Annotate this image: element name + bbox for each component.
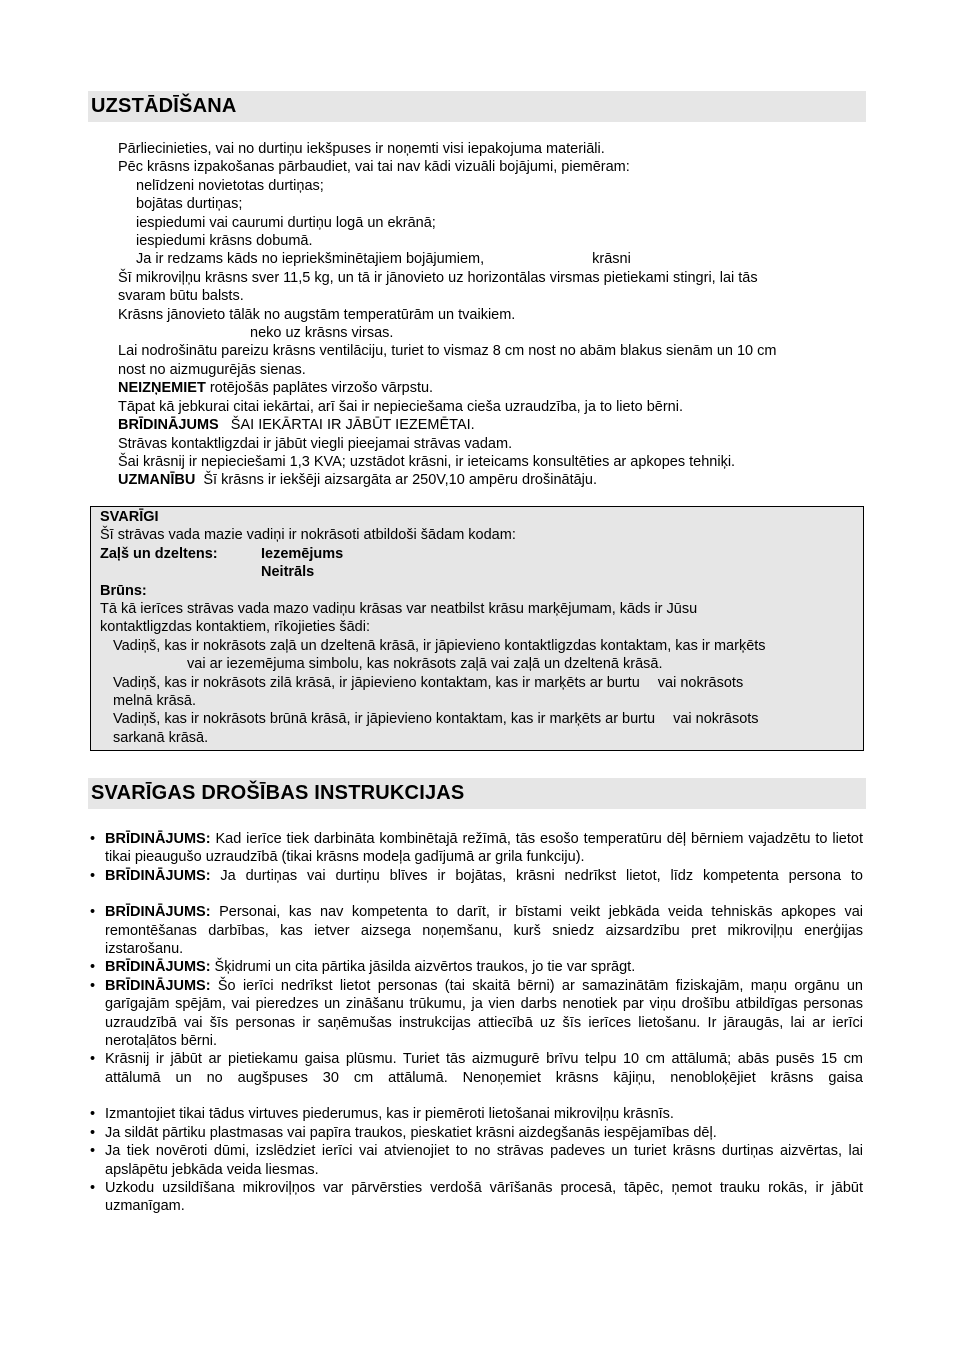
install-line-part: krāsni	[592, 251, 631, 268]
install-line-part: ŠAI IEKĀRTAI IR JĀBŪT IEZEMĒTAI.	[218, 417, 475, 434]
install-line	[118, 379, 858, 397]
install-line	[118, 250, 858, 268]
box-line	[100, 545, 854, 563]
box-line-part: Vadiņš, kas ir nokrāsots zilā krāsā, ir jāpievieno kontaktam, kas ir marķēts ar burtu	[113, 674, 640, 691]
install-line: bojātas durtiņas;	[136, 196, 243, 213]
list-item-text: Personai, kas nav kompetenta to darīt, ir bīstami veikt jebkāda veida tehniskās apkopes vai remontēšanas darbības, kas ietver aizsega noņemšanu, kurš sniedz aizsardzību pret mikroviļņu enerģijas izstarošanu.	[105, 904, 863, 958]
install-line: iespiedumi vai caurumi durtiņu logā un ekrānā;	[136, 214, 436, 231]
install-line: iespiedumi krāsns dobumā.	[136, 233, 313, 250]
install-line: Tāpat kā jebkurai citai iekārtai, arī šai ir nepieciešama cieša uzraudzība, ja to lieto bērni.	[118, 398, 683, 415]
list-item	[90, 977, 863, 1051]
important-box	[90, 506, 864, 751]
list-item-text: Šķidrumi un cita pārtika jāsilda aizvērtos traukos, jo tie var sprāgt.	[210, 959, 636, 976]
box-title: SVARĪGI	[100, 509, 159, 525]
warning-label: BRĪDINĀJUMS:	[105, 904, 211, 921]
warning-label: BRĪDINĀJUMS	[118, 417, 219, 434]
warning-label: BRĪDINĀJUMS:	[105, 831, 211, 847]
install-line-part: Ja ir redzams kāds no iepriekšminētajiem bojājumiem,	[136, 251, 485, 268]
list-item	[90, 903, 863, 958]
list-item-text: Kad ierīce tiek darbināta kombinētajā režīmā, tās esošo temperatūru dēļ bērniem vajadzētu to lietot tikai pieaugušo uzraudzībā (tikai krāsns modeļa gadījumā ar grila funkciju).	[105, 831, 863, 866]
install-line: nelīdzeni novietotas durtiņas;	[136, 177, 324, 194]
list-item: • Ja tiek novēroti dūmi, izslēdziet ierīci vai atvienojiet to no strāvas padeves un turiet krāsns durtiņas aizvērtas, lai apslāpētu jebkāda veida liesmas.	[90, 1142, 863, 1179]
list-item: • Ja sildāt pārtiku plastmasas vai papīra traukos, pieskatiet krāsni aizdegšanās iespējamības dēļ.	[90, 1124, 863, 1142]
list-item: • Uzkodu uzsildīšana mikroviļņos var pārvērsties verdošā vārīšanās procesā, tāpēc, ņemot trauku rokās, ir jābūt uzmanīgam.	[90, 1179, 863, 1216]
wire-function: Iezemējums	[261, 545, 344, 562]
box-line: melnā krāsā.	[113, 693, 197, 710]
box-line	[100, 582, 854, 600]
list-item-text: Ja durtiņas vai durtiņu blīves ir bojātas, krāsni nedrīkst lietot, līdz kompetenta persona to	[210, 867, 863, 884]
warning-label: BRĪDINĀJUMS:	[105, 977, 211, 994]
section-title-installation: UZSTĀDĪŠANA	[88, 91, 866, 122]
box-line: Tā kā ierīces strāvas vada mazo vadiņu krāsas var neatbilst krāsu marķējumam, kāds ir Jūsu	[100, 601, 698, 618]
install-line: nost no aizmugurējās sienas.	[118, 361, 306, 378]
list-item: • Krāsnij ir jābūt ar pietiekamu gaisa plūsmu. Turiet tās aizmugurē brīvu telpu 10 cm attālumā; abās pusēs 15 cm attālumā un no augšpuses 30 cm attālumā. Nenoņemiet krāsns kājiņu, nenobloķējiet krāsns gaisa	[90, 1050, 863, 1087]
list-item-text: Šo ierīci nedrīkst lietot personas (tai skaitā bērni) ar samazinātām fiziskajām, maņu orgānu un garīgajām spējām, vai pieredzes un zināšanu trūkumu, ja vien darbs nenotiek par viņu drošību atbildīgas personas uzraudzībā vai šīs personas ir saņēmušas instrukcijas attiecībā uz šīs ierīces lietošanu. Ir jāraugās, lai ar ierīci nerotaļātos bērni.	[105, 977, 863, 1050]
box-line-part: vai nokrāsots	[657, 674, 744, 691]
section-title-safety: SVARĪGAS DROŠĪBAS INSTRUKCIJAS	[88, 778, 866, 809]
box-line-part: Vadiņš, kas ir nokrāsots brūnā krāsā, ir jāpievieno kontaktam, kas ir marķēts ar burtu	[113, 711, 656, 728]
list-item: • Izmantojiet tikai tādus virtuves piederumus, kas ir piemēroti lietošanai mikroviļņu krāsnīs.	[90, 1105, 863, 1123]
install-line: Krāsns jānovieto tālāk no augstām temperatūrām un tvaikiem.	[118, 306, 516, 323]
install-line	[118, 471, 858, 489]
emphasis-label: NEIZŅEMIET	[118, 380, 206, 397]
box-line: Šī strāvas vada mazie vadiņi ir nokrāsoti atbildoši šādam kodam:	[100, 527, 516, 544]
wire-function: Neitrāls	[261, 564, 315, 581]
install-line: Strāvas kontaktligzdai ir jābūt viegli pieejamai strāvas vadam.	[118, 435, 513, 452]
caution-label: UZMANĪBU	[118, 472, 196, 489]
install-line: Šai krāsnij ir nepieciešami 1,3 KVA; uzstādot krāsni, ir ieteicams konsultēties ar apkopes tehniķi.	[118, 453, 736, 470]
list-item	[90, 867, 863, 885]
install-line: Lai nodrošinātu pareizu krāsns ventilāciju, turiet to vismaz 8 cm nost no abām blakus sienām un 10 cm	[118, 343, 777, 360]
safety-list	[90, 830, 863, 1216]
box-line: vai ar iezemējuma simbolu, kas nokrāsots zaļā vai zaļā un dzeltenā krāsā.	[187, 656, 663, 673]
list-item	[90, 958, 863, 976]
box-line	[100, 674, 854, 692]
box-line: sarkanā krāsā.	[113, 729, 209, 746]
box-line	[100, 563, 854, 581]
box-line: kontaktligzdas kontaktiem, rīkojieties šādi:	[100, 619, 370, 636]
install-line-part: rotējošās paplātes virzošo vārpstu.	[205, 380, 434, 397]
warning-label: BRĪDINĀJUMS:	[105, 959, 211, 976]
install-line: Šī mikroviļņu krāsns sver 11,5 kg, un tā ir jānovieto uz horizontālas virsmas pietiekami stingri, lai tās	[118, 269, 758, 286]
warning-label: BRĪDINĀJUMS:	[105, 867, 211, 884]
install-line: svaram būtu balsts.	[118, 288, 244, 305]
install-line: Pēc krāsns izpakošanas pārbaudiet, vai tai nav kādi vizuāli bojājumi, piemēram:	[118, 159, 630, 176]
box-line	[100, 710, 854, 728]
install-line-part: Šī krāsns ir iekšēji aizsargāta ar 250V,10 ampēru drošinātāju.	[195, 472, 597, 489]
install-line: neko uz krāsns virsas.	[250, 325, 394, 342]
install-line: Pārliecinieties, vai no durtiņu iekšpuses ir noņemti visi iepakojuma materiāli.	[118, 141, 605, 157]
box-line-part: vai nokrāsots	[673, 711, 759, 728]
list-item	[90, 830, 863, 867]
install-line	[118, 416, 858, 434]
wire-color-label: Zaļš un dzeltens:	[100, 545, 218, 562]
box-line: Vadiņš, kas ir nokrāsots zaļā un dzeltenā krāsā, ir jāpievieno kontaktligzdas kontaktam, kas ir marķēts	[113, 637, 766, 654]
installation-text	[118, 140, 858, 490]
wire-color-label: Brūns:	[100, 582, 147, 599]
